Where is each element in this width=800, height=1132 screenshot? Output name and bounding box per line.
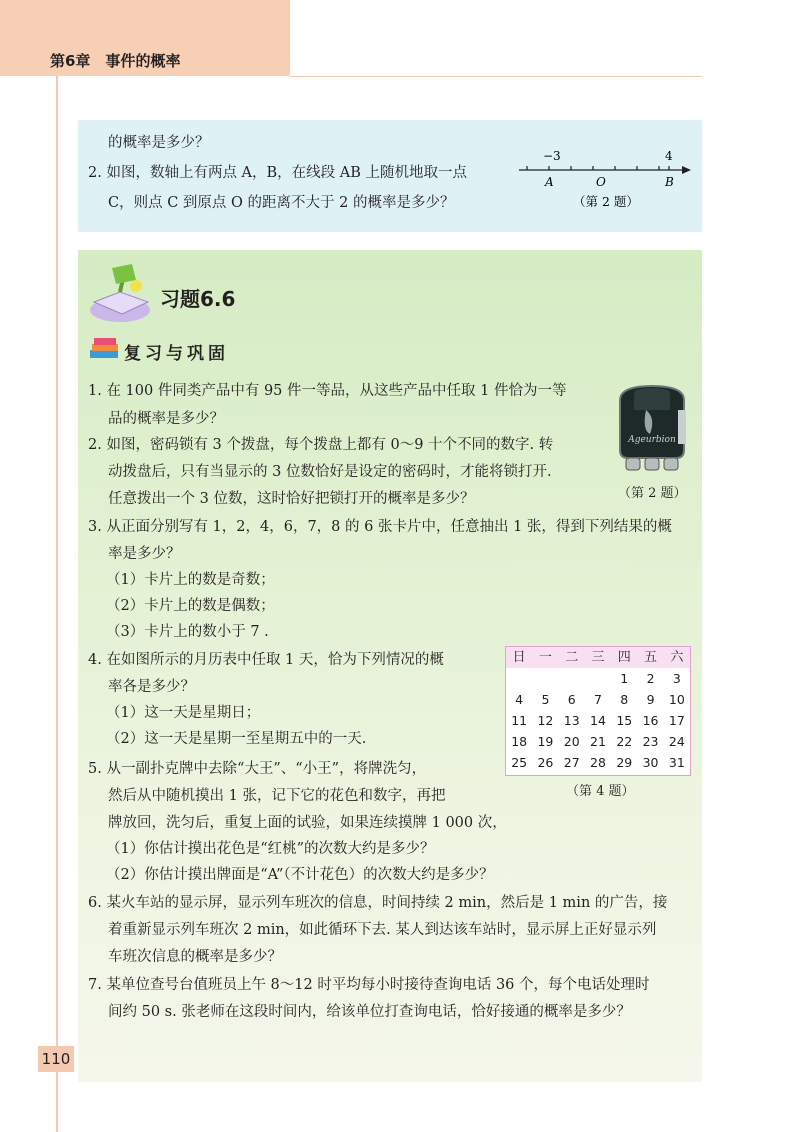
books-icon [88,336,122,362]
question-7-line-1: 7. 某单位查号台值班员上午 8～12 时平均每小时接待查询电话 36 个，每个电话处理时 [88,977,650,993]
section-title: 习题6.6 [160,287,236,311]
calendar-day: 15 [616,713,633,728]
lock-brand-text: Ageurbion [628,435,676,445]
calendar-day: 20 [563,734,580,749]
calendar-day: 24 [668,734,685,749]
calendar-day: 30 [642,755,659,770]
calendar-day: 17 [668,713,685,728]
calendar-day [559,668,585,689]
calendar-day: 6 [567,692,576,707]
question-6-line-1: 6. 某火车站的显示屏，显示列车班次的信息，时间持续 2 min，然后是 1 min 的广告，接 [88,895,668,911]
calendar-day [585,668,611,689]
question-2b-line-2: 动拨盘后，只有当显示的 3 位数恰好是设定的密码时，才能将锁打开. [108,464,552,480]
point-a-label: A [545,175,554,189]
arrow-head-icon [682,166,691,174]
question-3-part-2: （2）卡片上的数是偶数； [106,598,275,614]
question-6-line-3: 车班次信息的概率是多少？ [108,949,282,965]
calendar-weekday-header [506,647,690,668]
question-4-line-2: 率各是多少？ [108,679,195,695]
question-5-line-2: 然后从中随机摸出 1 张，记下它的花色和数字，再把 [108,788,446,804]
calendar-day [506,668,532,689]
calendar-day: 9 [646,692,655,707]
header-divider [290,76,702,77]
question-5-line-1: 5. 从一副扑克牌中去除“大王”、“小王”，将牌洗匀， [88,761,427,777]
question-3-line-2: 率是多少？ [108,546,181,562]
point-b-label: B [665,175,674,189]
lock-caption: （第 2 题） [618,486,687,501]
point-o-label: O [596,175,606,189]
calendar-day: 12 [537,713,554,728]
question-1-line-1: 1. 在 100 件同类产品中有 95 件一等品，从这些产品中任取 1 件恰为一等 [88,383,567,399]
question-2-line-2: C，则点 C 到原点 O 的距离不大于 2 的概率是多少？ [108,195,455,211]
question-7-line-2: 间约 50 s. 张老师在这段时间内，给该单位打查询电话，恰好接通的概率是多少？ [108,1004,631,1020]
margin-line [56,76,58,1132]
calendar-day: 5 [541,692,550,707]
calendar-day: 23 [642,734,659,749]
calendar-day: 16 [642,713,659,728]
continued-text: 的概率是多少？ [108,135,210,151]
question-4-part-1: （1）这一天是星期日； [106,705,261,721]
chapter-title: 第6章 事件的概率 [50,52,181,70]
calendar-day: 29 [616,755,633,770]
question-5-line-3: 牌放回，洗匀后，重复上面的试验，如果连续摸牌 1 000 次， [108,815,507,831]
question-3-part-1: （1）卡片上的数是奇数； [106,572,275,588]
calendar-day: 10 [668,692,685,707]
calendar-day: 4 [515,692,524,707]
calendar-weekday: 六 [670,650,684,665]
calendar-day: 22 [616,734,633,749]
question-6-line-2: 着重新显示列车班次 2 min，如此循环下去. 某人到达该车站时，显示屏上正好显示列 [108,922,657,938]
calendar-day: 25 [511,755,528,770]
number-line-caption: （第 2 题） [573,194,639,209]
calendar-weekday: 三 [591,650,605,665]
calendar-weekday: 四 [617,650,631,665]
tick-label-left: −3 [543,149,561,163]
calendar-day: 2 [646,671,655,686]
calendar-weekday: 一 [538,650,552,665]
question-2b-line-3: 任意拨出一个 3 位数，这时恰好把锁打开的概率是多少？ [108,491,475,507]
calendar-weekday: 日 [512,650,526,665]
page-number: 110 [38,1046,74,1072]
calendar-day: 11 [511,713,528,728]
question-2-line-1: 2. 如图，数轴上有两点 A，B，在线段 AB 上随机地取一点 [88,165,468,181]
question-5-part-2: （2）你估计摸出牌面是“A”（不计花色）的次数大约是多少？ [106,867,494,883]
calendar-caption: （第 4 题） [566,784,635,799]
calendar-weekday: 二 [565,650,579,665]
calendar-day: 13 [563,713,580,728]
calendar-day: 3 [672,671,681,686]
calendar-day-grid [506,668,690,773]
question-1-line-2: 品的概率是多少？ [108,411,224,427]
number-line-figure [515,140,695,216]
calendar-day: 26 [537,755,554,770]
calendar-day: 1 [620,671,629,686]
month-calendar [505,646,691,776]
question-2b-line-1: 2. 如图，密码锁有 3 个拨盘，每个拨盘上都有 0～9 十个不同的数字. 转 [88,437,554,453]
calendar-weekday: 五 [644,650,658,665]
calendar-day [532,668,558,689]
calendar-day: 7 [594,692,602,707]
tick-label-right: 4 [665,149,673,163]
calendar-day: 28 [590,755,606,770]
calendar-day: 18 [511,734,528,749]
combination-lock-image [612,380,692,476]
calendar-day: 21 [590,734,606,749]
lamp-book-icon [86,262,156,326]
subsection-title: 复习与巩固 [124,344,229,364]
calendar-day: 8 [620,692,629,707]
calendar-day: 14 [590,713,606,728]
calendar-day: 31 [668,755,685,770]
question-4-line-1: 4. 在如图所示的月历表中任取 1 天，恰为下列情况的概 [88,652,444,668]
question-3-line-1: 3. 从正面分别写有 1，2，4，6，7，8 的 6 张卡片中，任意抽出 1 张，得到下列结果的概 [88,519,672,535]
calendar-day: 27 [563,755,580,770]
question-3-part-3: （3）卡片上的数小于 7 . [106,624,269,640]
question-4-part-2: （2）这一天是星期一至星期五中的一天. [106,731,367,747]
calendar-day: 19 [537,734,554,749]
question-5-part-1: （1）你估计摸出花色是“红桃”的次数大约是多少？ [106,841,435,857]
